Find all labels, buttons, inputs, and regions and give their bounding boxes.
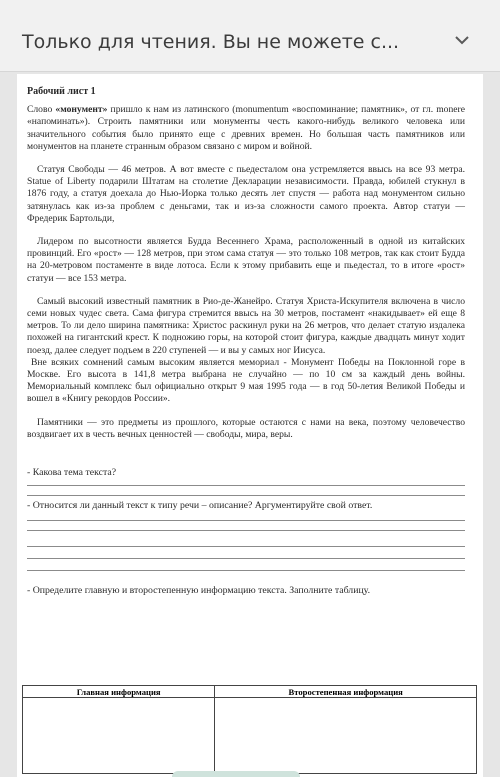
paragraph-intro — [27, 104, 465, 153]
paragraph-statue-of-liberty: Статуя Свободы — 46 метров. А вот вместе с пьедесталом она устремляется ввысь на все 93 метра. Statue of Liberty подарили Штатам на столетие Декларации независимости. Правда, юбилей стукнул в 1876 году, а статуя доехала до Нью-Иорка только десять лет спустя — работа над монументом сильно затянулась как из-за проблем с деньгами, так и из-за сложности самого проекта. Автор статуи — Фредерик Бартольди, — [27, 164, 465, 224]
main-info-cell[interactable] — [23, 698, 215, 774]
paragraph-intro-rest: пришло к нам из латинского (monumentum «воспоминание; памятник», от гл. monere «напоминать»). Строить памятники или монументы честь какого-нибудь великого человека или значительного события было принято еще с древних времен. Но большая часть памятников или монументов на планете странным образом связано с миром и войной. — [27, 104, 465, 152]
secondary-info-header: Второстепенная информация — [215, 686, 477, 698]
read-only-banner[interactable] — [0, 0, 500, 72]
answer-line[interactable] — [27, 531, 465, 547]
answer-line[interactable] — [27, 559, 465, 571]
answer-line[interactable] — [27, 479, 465, 486]
answer-line[interactable] — [27, 512, 465, 521]
answer-line[interactable] — [27, 547, 465, 559]
paragraph-spring-temple-buddha: Лидером по высотности является Будда Весеннего Храма, расположенный в одной из китайских провинций. Его «рост» — 128 метров, при этом сама статуя — это только 108 метров, так как стоит Будда на 20-метровом постаменте в виде лотоса. Если к этому прибавить еще и пьедестал, то в итоге «рост» статуи — все 153 метра. — [27, 236, 465, 284]
secondary-info-cell[interactable] — [215, 698, 477, 774]
answer-line[interactable] — [27, 521, 465, 531]
question-2: - Относится ли данный текст к типу речи – описание? Аргументируйте свой ответ. — [27, 500, 373, 512]
chevron-down-icon[interactable] — [448, 32, 476, 50]
answer-line[interactable] — [27, 486, 465, 496]
paragraph-christ-the-redeemer: Самый высокий известный памятник в Рио-де-Жанейро. Статуя Христа-Искупителя включена в число семи новых чудес света. Сама фигура стремится ввысь на 30 метров, постамент «накидывает» ей еще 8 метров. То ли дело ширина памятника: Христос раскинул руки на 26 метров, что делает статую издалека похожей на гигантский крест. К подножию горы, на которой стоит фигура, каждые двадцать минут ходит поезд, далее следует подъем в 220 ступеней — и вы у самых ног Иисуса. — [27, 295, 465, 356]
information-table — [22, 685, 477, 774]
main-info-header: Главная информация — [23, 686, 215, 698]
keyword-monument: «монумент» — [55, 104, 108, 116]
paragraph-victory-monument: Вне всяких сомнений самым высоким является мемориал - Монумент Победы на Поклонной горе в Москве. Его высота в 141,8 метра выбрана не случайно — по 10 см за каждый день войны. Мемориальный комплекс был официально открыт 9 мая 1995 года — в год 50-летия Великой Победы и вошел в «Книгу рекордов России». — [27, 356, 465, 405]
read-only-message: Только для чтения. Вы не можете с... — [22, 31, 400, 53]
paragraph-intro-start: Слово — [27, 104, 56, 116]
paragraph-conclusion: Памятники — это предметы из прошлого, которые остаются с нами на века, поэтому человечество воздвигает их в честь вечных ценностей — свободы, мира, веры. — [27, 416, 465, 440]
worksheet-page — [17, 74, 483, 777]
bottom-handle[interactable] — [172, 771, 300, 777]
question-1: - Какова тема текста? — [27, 467, 117, 479]
question-3: - Определите главную и второстепенную информацию текста. Заполните таблицу. — [27, 585, 371, 597]
worksheet-title: Рабочий лист 1 — [27, 86, 96, 97]
worksheet-text — [27, 86, 465, 598]
